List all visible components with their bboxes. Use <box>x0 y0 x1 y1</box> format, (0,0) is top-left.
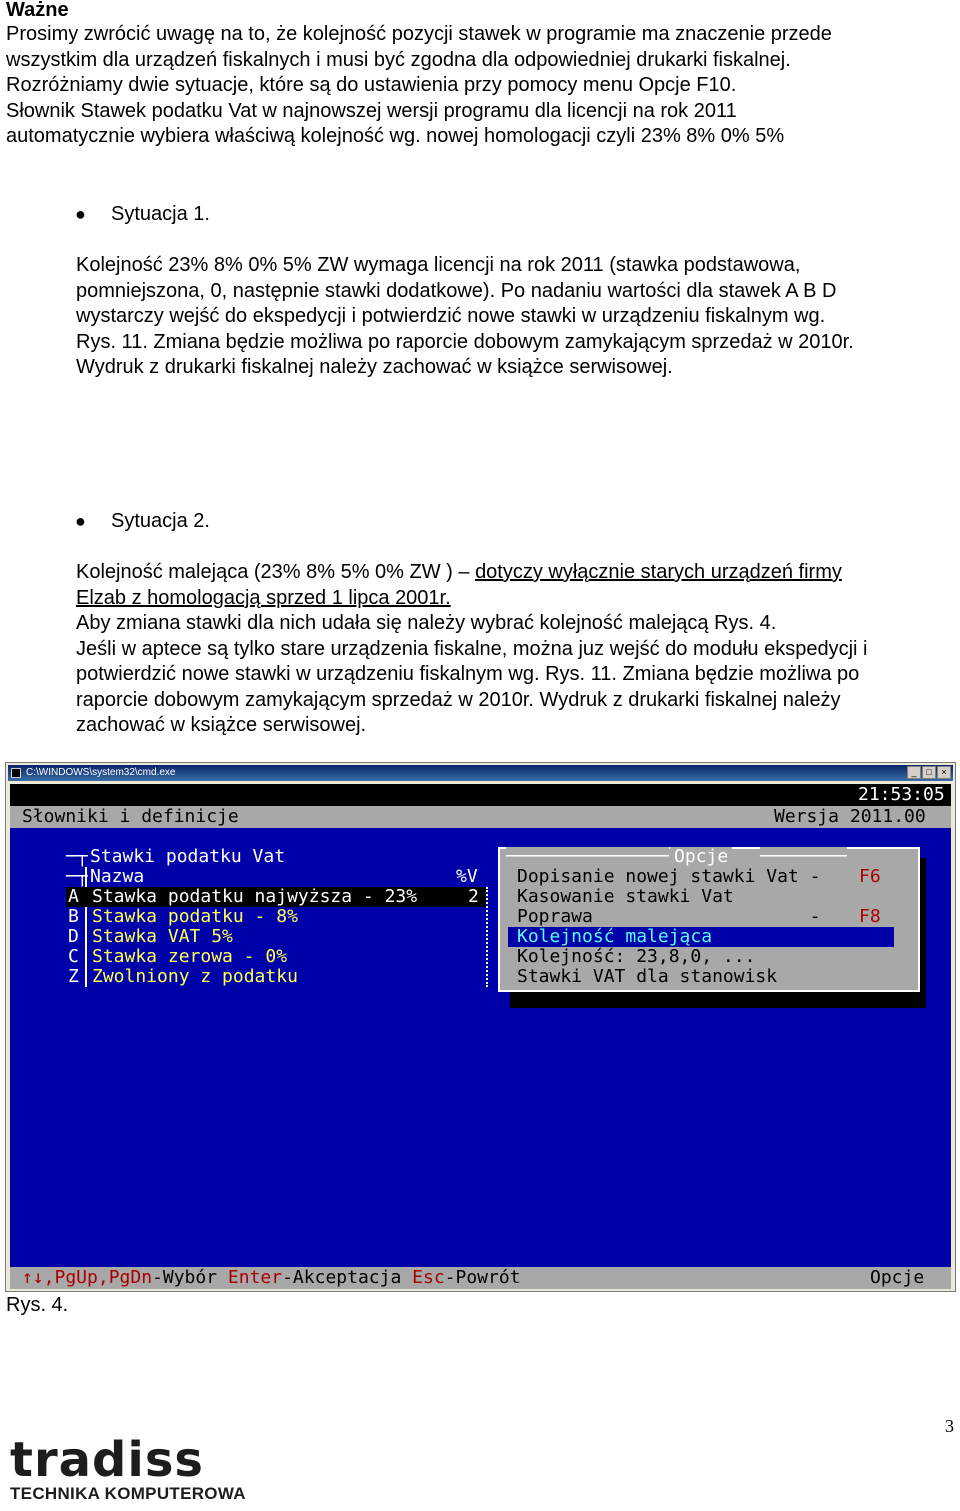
rate-row[interactable]: Stawka zerowa - 0% <box>92 946 288 967</box>
logo-word: tradiss <box>10 1432 204 1488</box>
rates-col-name: Nazwa <box>90 866 145 887</box>
company-logo <box>10 1432 265 1506</box>
rates-col-pct: %V <box>456 866 478 887</box>
version-label: Wersja 2011.00 <box>774 806 926 827</box>
intro-line: Słownik Stawek podatku Vat w najnowszej wersji programu dla licencji na rok 2011 <box>6 99 737 122</box>
situation-2-paragraph <box>76 560 956 739</box>
option-station-rates[interactable]: Stawki VAT dla stanowisk <box>517 966 778 987</box>
option-add-rate[interactable]: Dopisanie nowej stawki Vat - <box>517 866 821 887</box>
option-delete-rate[interactable]: Kasowanie stawki Vat <box>517 886 734 907</box>
window-controls <box>906 766 951 780</box>
rate-row[interactable]: Stawka podatku - 8% <box>92 906 298 927</box>
figure-caption: Rys. 4. <box>6 1294 69 1316</box>
shortcut-key: F6 <box>859 866 881 887</box>
paragraph-line <box>76 586 956 612</box>
nav-keys: ↑↓,PgUp,PgDn <box>22 1267 153 1288</box>
rate-row[interactable]: Stawka VAT 5% <box>92 926 233 947</box>
console-icon <box>11 768 21 778</box>
options-frame-line: ─────────────── <box>506 846 669 867</box>
intro-line: Prosimy zwrócić uwagę na to, że kolejność pozycji stawek w programie ma znaczenie przede <box>6 23 832 45</box>
rate-code[interactable]: Z <box>68 966 79 987</box>
options-frame-line: ──────── <box>760 846 847 867</box>
esc-key: Esc <box>412 1267 445 1288</box>
bullet-label: Sytuacja 1. <box>111 203 210 225</box>
rate-pct: 2 <box>468 886 479 907</box>
option-descending-order[interactable]: Kolejność malejąca <box>517 926 713 947</box>
maximize-icon[interactable]: □ <box>922 766 936 779</box>
paragraph-line: zachować w książce serwisowej. <box>76 714 367 736</box>
paragraph-line: pomniejszona, 0, następnie stawki dodatkowe). Po nadaniu wartości dla stawek A B D <box>76 279 837 302</box>
window-title: C:\WINDOWS\system32\cmd.exe <box>26 767 176 778</box>
paragraph-line: raporcie dobowym zamykającym sprzedaż w 2010r. Wydruk z drukarki fiskalnej należy <box>76 688 841 711</box>
bullet-dot: ● <box>75 511 86 531</box>
window-titlebar[interactable] <box>8 765 953 781</box>
paragraph-line: Aby zmiana stawki dla nich udała się należy wybrać kolejność malejącą Rys. 4. <box>76 612 777 634</box>
options-panel-shadow <box>510 990 924 1008</box>
section-title: Słowniki i definicje <box>22 806 239 827</box>
paragraph-line: potwierdzić nowe stawki w urządzeniu fiskalnym wg. Rys. 11. Zmiana będzie możliwa po <box>76 663 860 685</box>
intro-paragraph <box>6 22 956 150</box>
paragraph-line: Kolejność 23% 8% 0% 5% ZW wymaga licencji na rok 2011 (stawka podstawowa, <box>76 254 801 276</box>
logo-tagline: TECHNIKA KOMPUTEROWA <box>10 1484 246 1503</box>
rate-code[interactable]: A <box>68 886 79 907</box>
rate-code[interactable]: C <box>68 946 79 967</box>
intro-line: automatycznie wybiera właściwą kolejność wg. nowej homologacji czyli 23% 8% 0% 5% <box>6 125 785 147</box>
footer-hints <box>22 1268 521 1288</box>
options-panel-title: Opcje <box>670 847 732 867</box>
enter-key: Enter <box>227 1267 283 1288</box>
bullet-label: Sytuacja 2. <box>111 510 210 532</box>
console-window <box>5 762 956 1292</box>
page-number: 3 <box>945 1416 954 1436</box>
paragraph-text: Kolejność malejąca (23% 8% 5% 0% ZW ) – <box>76 561 476 583</box>
rates-col-frame: ─┬ <box>66 866 88 887</box>
paragraph-line: Jeśli w aptece są tylko stare urządzenia fiskalne, można juz wejść do modułu ekspedycji i <box>76 637 868 660</box>
rates-scroll-track[interactable] <box>486 887 496 987</box>
close-icon[interactable]: × <box>937 766 951 779</box>
underlined-text: Elzab z homologacją sprzed 1 lipca 2001r. <box>76 586 451 609</box>
paragraph-line: Wydruk z drukarki fiskalnej należy zachować w książce serwisowej. <box>76 356 673 378</box>
intro-line: Rozróżniamy dwie sytuacje, które są do ustawienia przy pomocy menu Opcje F10. <box>6 74 737 96</box>
rates-panel-title: Stawki podatku Vat <box>90 846 286 867</box>
rate-code[interactable]: D <box>68 926 79 947</box>
bullet-dot: ● <box>75 204 86 224</box>
rate-row-selected[interactable]: Stawka podatku najwyższa - 23% <box>92 886 418 907</box>
option-order-new[interactable]: Kolejność: 23,8,0, ... <box>517 946 756 967</box>
rates-divider <box>85 867 87 987</box>
situation-1-paragraph <box>76 253 956 381</box>
paragraph-line: Rys. 11. Zmiana będzie możliwa po raporcie dobowym zamykającym sprzedaż w 2010r. <box>76 330 854 353</box>
rate-code[interactable]: B <box>68 906 79 927</box>
intro-line: wszystkim dla urządzeń fiskalnych i musi być zgodna dla odpowiedniej drukarki fiskalnej. <box>6 48 791 71</box>
heading: Ważne <box>6 0 69 21</box>
shortcut-key: F8 <box>859 906 881 927</box>
console-top-bar <box>10 784 951 806</box>
underlined-text: dotyczy wyłącznie starych urządzeń firmy <box>475 561 842 583</box>
minimize-icon[interactable]: _ <box>907 766 921 779</box>
option-edit[interactable]: Poprawa - <box>517 906 821 927</box>
console-header-bar <box>10 806 951 828</box>
esc-label: -Powrót <box>444 1267 521 1288</box>
rates-panel-frame-top: ─┬ <box>66 846 88 867</box>
paragraph-line <box>76 560 956 586</box>
console-screen <box>10 784 951 1289</box>
paragraph-line: wystarczy wejść do ekspedycji i potwierdzić nowe stawki w urządzeniu fiskalnym wg. <box>76 305 826 327</box>
rate-row[interactable]: Zwolniony z podatku <box>92 966 298 987</box>
footer-options[interactable]: Opcje <box>870 1267 925 1288</box>
enter-label: -Akceptacja <box>282 1267 413 1288</box>
clock: 21:53:05 <box>858 784 945 805</box>
console-footer <box>10 1267 951 1289</box>
nav-label: -Wybór <box>152 1267 228 1288</box>
